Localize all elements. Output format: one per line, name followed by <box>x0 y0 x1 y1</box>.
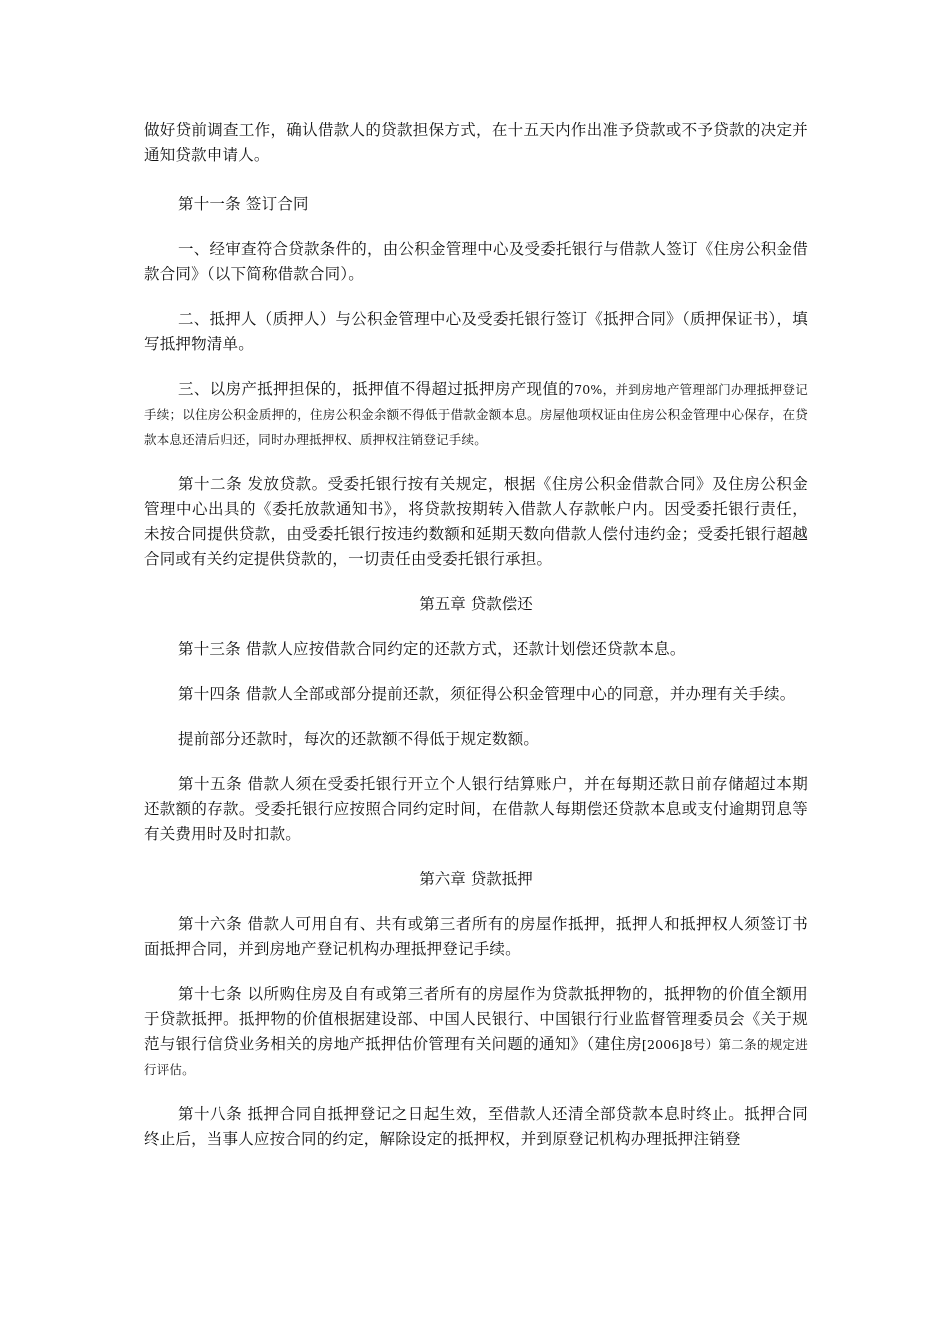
article-15: 第十五条 借款人须在受委托银行开立个人银行结算账户，并在每期还款日前存储超过本期还款额的存款。受委托银行应按照合同约定时间，在借款人每期偿还贷款本息或支付逾期罚息等有关费用时及时扣款。 <box>144 775 808 843</box>
article-16: 第十六条 借款人可用自有、共有或第三者所有的房屋作抵押，抵押人和抵押权人须签订书面抵押合同，并到房地产登记机构办理抵押登记手续。 <box>144 915 808 958</box>
article-17 <box>144 982 808 1082</box>
article-13: 第十三条 借款人应按借款合同约定的还款方式，还款计划偿还贷款本息。 <box>178 640 686 658</box>
chapter-6-heading: 第六章 贷款抵押 <box>419 870 533 888</box>
article-11-item-1: 一、经审查符合贷款条件的，由公积金管理中心及受委托银行与借款人签订《住房公积金借款合同》（以下简称借款合同）。 <box>144 240 808 283</box>
article-11-item-3-lead: 三、以房产抵押担保的，抵押值不得超过抵押房产现值的 <box>178 380 575 398</box>
article-11-title: 第十一条 签订合同 <box>178 195 309 213</box>
article-11-item-2: 二、抵押人（质押人）与公积金管理中心及受委托银行签订《抵押合同》（质押保证书），填写抵押物清单。 <box>144 310 808 353</box>
document-page <box>144 118 808 1172</box>
article-18: 第十八条 抵押合同自抵押登记之日起生效，至借款人还清全部贷款本息时终止。抵押合同终止后，当事人应按合同的约定，解除设定的抵押权，并到原登记机构办理抵押注销登 <box>144 1105 808 1148</box>
chapter-5-heading: 第五章 贷款偿还 <box>419 595 533 613</box>
article-14: 第十四条 借款人全部或部分提前还款，须征得公积金管理中心的同意，并办理有关手续。 <box>178 685 796 703</box>
paragraph-continuation: 做好贷前调查工作，确认借款人的贷款担保方式，在十五天内作出准予贷款或不予贷款的决定并通知贷款申请人。 <box>144 121 808 164</box>
article-11-item-3 <box>144 377 808 452</box>
article-12: 第十二条 发放贷款。受委托银行按有关规定，根据《住房公积金借款合同》及住房公积金管理中心出具的《委托放款通知书》，将贷款按期转入借款人存款帐户内。因受委托银行责任，未按合同提供贷款，由受委托银行按违约数额和延期天数向借款人偿付违约金；受委托银行超越合同或有关约定提供贷款的，一切责任由受委托银行承担。 <box>144 475 808 568</box>
article-11-item-3-tail: 70%，并到房地产管理部门办理抵押登记手续；以住房公积金质押的，住房公积金余额不得低于借款金额本息。房屋他项权证由住房公积金管理中心保存，在贷款本息还清后归还，同时办理抵押权、质押权注销登记手续。 <box>144 382 808 447</box>
article-14-note: 提前部分还款时，每次的还款额不得低于规定数额。 <box>178 730 540 748</box>
article-17-tail: [2006]8号）第二条的规定进行评估。 <box>144 1037 808 1077</box>
article-17-lead: 第十七条 以所购住房及自有或第三者所有的房屋作为贷款抵押物的，抵押物的价值全额用于贷款抵押。抵押物的价值根据建设部、中国人民银行、中国银行行业监督管理委员会《关于规范与银行信贷业务相关的房地产抵押估价管理有关问题的通知》（建住房 <box>144 985 808 1053</box>
